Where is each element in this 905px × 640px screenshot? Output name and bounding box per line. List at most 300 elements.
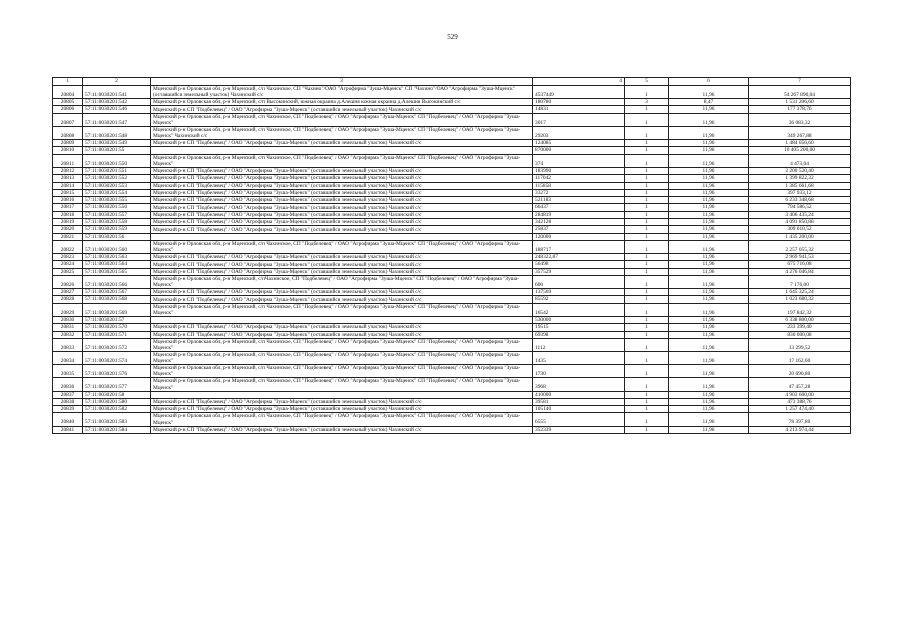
quantity: 1 [625, 126, 669, 139]
plot-area: 105140 [533, 406, 625, 413]
table-row [53, 226, 851, 233]
quantity: 1 [625, 233, 669, 240]
plot-area: 117042 [533, 175, 625, 182]
cadastral-number: 57:11:0030201:549 [83, 140, 151, 147]
row-number: 20826 [53, 275, 83, 288]
plot-description: Мценский р-н Орловская обл, р-н Мценский, с/п Чахинское, СП "Подбелевец" / ОАО "Агрофирма "Зуша-Мценск" СП "Подбелевец" / ОАО "Агрофирма "Зуша-Мценск" [151, 352, 533, 365]
row-number: 20839 [53, 406, 83, 413]
plot-area: 29203 [533, 126, 625, 139]
unit-price: 11,96 [669, 240, 749, 253]
row-number: 20840 [53, 413, 83, 426]
table-row [53, 240, 851, 253]
total-value: 4 091 850,88 [749, 219, 851, 226]
row-number: 20830 [53, 316, 83, 323]
plot-area: 357529 [533, 268, 625, 275]
plot-area: 6555 [533, 413, 625, 426]
cadastral-number: 57:11:0030201:571 [83, 331, 151, 338]
cadastral-number: 57:11:0030201:583 [83, 413, 151, 426]
table-row [53, 189, 851, 196]
unit-price: 11,96 [669, 338, 749, 351]
cadastral-number: 57:11:0030201:541 [83, 86, 151, 99]
plot-description: Мценский р-н СП "Подбелевец" / ОАО "Агрофирма "Зуша-Мценск" (оставшийся земельный участок) Чахинский с/с [151, 426, 533, 433]
plot-description: Мценский р-н Орловская обл, р-н Мценский, с/п Чахинское, СП "Подбелевец" / ОАО "Агрофирма "Зуша-Мценск" СП "Подбелевец" / ОАО "Агрофирма "Зуша-Мценск" [151, 413, 533, 426]
total-value: 1 531 206,60 [749, 99, 851, 106]
unit-price: 11,96 [669, 226, 749, 233]
unit-price: 11,96 [669, 86, 749, 99]
cadastral-number: 57:11:0030201:555 [83, 197, 151, 204]
total-value: 4 903 600,00 [749, 391, 851, 398]
quantity: 1 [625, 331, 669, 338]
total-value: 10 405 200,00 [749, 147, 851, 154]
unit-price: 11,96 [669, 316, 749, 323]
quantity: 1 [625, 175, 669, 182]
unit-price: 8,47 [669, 99, 749, 106]
plot-description: Мценский р-н СП "Подбелевец" / ОАО "Агрофирма "Зуша-Мценск" (оставшийся земельный участок) Чахинский с/с [151, 167, 533, 174]
total-value: 4 276 046,84 [749, 268, 851, 275]
unit-price: 11,96 [669, 296, 749, 303]
plot-area: 25837 [533, 226, 625, 233]
cadastral-number: 57:11:0030201:546 [83, 106, 151, 113]
row-number: 20825 [53, 268, 83, 275]
plot-description: Мценский р-н СП "Подбелевец" / ОАО "Агрофирма "Зуша-Мценск" (оставшийся земельный участок) Чахинский с/с [151, 175, 533, 182]
row-number: 20838 [53, 398, 83, 405]
quantity: 1 [625, 275, 669, 288]
row-number: 20809 [53, 140, 83, 147]
plot-area: 1112 [533, 338, 625, 351]
row-number: 20814 [53, 182, 83, 189]
quantity: 1 [625, 296, 669, 303]
total-value: 17 162,60 [749, 352, 851, 365]
table-row [53, 268, 851, 275]
total-value: 78 397,80 [749, 413, 851, 426]
row-number: 20806 [53, 106, 83, 113]
row-number: 20828 [53, 296, 83, 303]
unit-price: 11,96 [669, 331, 749, 338]
quantity: 1 [625, 211, 669, 218]
unit-price: 11,96 [669, 189, 749, 196]
table-row [53, 289, 851, 296]
plot-area: 137569 [533, 289, 625, 296]
table-header-row [53, 78, 851, 86]
row-number: 20824 [53, 261, 83, 268]
unit-price: 11,96 [669, 365, 749, 378]
plot-description: Мценский р-н СП "Подбелевец" / ОАО "Агрофирма "Зуша-Мценск" (оставшийся земельный участок) Чахинский с/с [151, 204, 533, 211]
plot-description: Мценский р-н Орловская обл, р-н Мценский, с/п Чахинское, СП "Подбелевец" / ОАО "Агрофирма "Зуша-Мценск" СП "Подбелевец" / ОАО "Агрофирма "Зуша-Мценск" [151, 303, 533, 316]
unit-price: 11,96 [669, 197, 749, 204]
row-number: 20807 [53, 113, 83, 126]
unit-price: 11,96 [669, 378, 749, 391]
plot-area: 1435 [533, 352, 625, 365]
cadastral-number: 57:11:0030201:58 [83, 391, 151, 398]
cadastral-number: 57:11:0030201:553 [83, 182, 151, 189]
quantity: 1 [625, 226, 669, 233]
quantity: 1 [625, 167, 669, 174]
cadastral-number: 57:11:0030201:56 [83, 233, 151, 240]
unit-price: 11,96 [669, 106, 749, 113]
row-number: 20816 [53, 197, 83, 204]
quantity: 1 [625, 254, 669, 261]
cadastral-number: 57:11:0030201:574 [83, 352, 151, 365]
row-number: 20812 [53, 167, 83, 174]
table-row [53, 219, 851, 226]
row-number: 20837 [53, 391, 83, 398]
plot-description: Мценский р-н СП "Подбелевец" / ОАО "Агрофирма "Зуша-Мценск" (оставшийся земельный участок) Чахинский с/с [151, 140, 533, 147]
unit-price: 11,96 [669, 261, 749, 268]
row-number: 20804 [53, 86, 83, 99]
table-row [53, 365, 851, 378]
row-number: 20815 [53, 189, 83, 196]
quantity: 1 [625, 289, 669, 296]
plot-area: 19515 [533, 324, 625, 331]
plot-area: 120000 [533, 233, 625, 240]
cadastral-number: 57:11:0030201:550 [83, 154, 151, 167]
plot-area: 3968 [533, 378, 625, 391]
total-value: 1 385 661,68 [749, 182, 851, 189]
row-number: 20810 [53, 147, 83, 154]
total-value: 6 233 348,68 [749, 197, 851, 204]
plot-area: 870000 [533, 147, 625, 154]
cadastral-number: 57:11:0030201:577 [83, 378, 151, 391]
cadastral-number: 57:11:0030201:558 [83, 219, 151, 226]
table-row [53, 197, 851, 204]
row-number: 20808 [53, 126, 83, 139]
total-value: 1 399 822,32 [749, 175, 851, 182]
plot-area: 410000 [533, 391, 625, 398]
table-row [53, 331, 851, 338]
total-value: 2 257 055,32 [749, 240, 851, 253]
table-row [53, 233, 851, 240]
table-row [53, 398, 851, 405]
plot-description: Мценский р-н СП "Подбелевец" / ОАО "Агрофирма "Зуша-Мценск" (оставшийся земельный участок) Чахинский с/с [151, 219, 533, 226]
unit-price: 11,96 [669, 154, 749, 167]
plot-area: 69398 [533, 331, 625, 338]
plot-description: Мценский р-н СП "Подбелевец" / ОАО "Агрофирма "Зуша-Мценск" (оставшийся земельный участок) Чахинский с/с [151, 406, 533, 413]
cadastral-number: 57:11:0030201:559 [83, 226, 151, 233]
table-row [53, 303, 851, 316]
plot-description: Мценский р-н Орловская обл, р-н Мценский, с/п Чахинское, СП "Подбелевец" / ОАО "Агрофирма "Зуша-Мценск" СП "Подбелевец" / ОАО "Агрофирма "Зуша-Мценск" [151, 365, 533, 378]
plot-area: 56498 [533, 261, 625, 268]
plot-description: Мценский р-н Орловская обл, р-н Мценский, с/п Чахинское, СП "Подбелевец" / ОАО "Агрофирма "Зуша-Мценск" СП "Подбелевец" / ОАО "Агрофирма "Зуша-Мценск" Чахинский с/с [151, 126, 533, 139]
total-value: 1 435 200,00 [749, 233, 851, 240]
plot-description: Мценский р-н Орловская обл, р-н Мценский, с/п Чахинское, СП "Подбелевец" / ОАО "Агрофирма "Зуша-Мценск" СП "Подбелевец" / ОАО "Агрофирма "Зуша-Мценск" [151, 154, 533, 167]
table-row [53, 167, 851, 174]
total-value: 349 267,88 [749, 126, 851, 139]
total-value: 7 176,00 [749, 275, 851, 288]
total-value: 47 457,28 [749, 378, 851, 391]
total-value: 1 257 474,40 [749, 406, 851, 413]
plot-area: 180780 [533, 99, 625, 106]
quantity: 1 [625, 268, 669, 275]
table-row [53, 106, 851, 113]
unit-price: 11,96 [669, 289, 749, 296]
unit-price: 11,96 [669, 167, 749, 174]
plot-area: 600 [533, 275, 625, 288]
plot-area: 374 [533, 154, 625, 167]
row-number: 20833 [53, 338, 83, 351]
plot-description: Мценский р-н Орловская обл, р-н Мценский, с/п Чахинское, СП "Подбелевец" / ОАО "Агрофирма "Зуша-Мценск" СП "Подбелевец" / ОАО "Агрофирма "Зуша-Мценск" [151, 338, 533, 351]
quantity: 1 [625, 140, 669, 147]
plot-area: 14831 [533, 106, 625, 113]
plot-area: 39581 [533, 398, 625, 405]
plot-description: Мценский р-н СП "Подбелевец" / ОАО "Агрофирма "Зуша-Мценск" (оставшийся земельный участок) Чахинский с/с [151, 197, 533, 204]
row-number: 20823 [53, 254, 83, 261]
quantity: 1 [625, 324, 669, 331]
total-value: 3 406 435,24 [749, 211, 851, 218]
plot-description: Мценский р-н СП "Подбелевец" / ОАО "Агрофирма "Зуша-Мценск" (оставшийся земельный участок) Чахинский с/с [151, 106, 533, 113]
table-row [53, 86, 851, 99]
table-row [53, 378, 851, 391]
unit-price: 11,96 [669, 219, 749, 226]
plot-area: 16542 [533, 303, 625, 316]
table-row [53, 406, 851, 413]
total-value: 4 213 974,44 [749, 426, 851, 433]
unit-price: 11,96 [669, 275, 749, 288]
plot-description: Мценский р-н Орловская обл, р-н Мценский, с/п Чахинское, СП "Чахино"/ОАО "Агрофирма "Зуша-Мценск" СП "Чахино"/ОАО "Агрофирма "Зуша-Мценск" (оставшийся земельный участок) Чахинский с/с [151, 86, 533, 99]
table-row [53, 182, 851, 189]
plot-area: 521183 [533, 197, 625, 204]
plot-description: Мценский р-н Орловская обл, р-н Мценский, с/п Высокинский, южная окраина д.Алешня южная окраина д.Алешня Высокинский с/с [151, 99, 533, 106]
quantity: 1 [625, 189, 669, 196]
plot-description: Мценский р-н СП "Подбелевец" / ОАО "Агрофирма "Зуша-Мценск" (оставшийся земельный участок) Чахинский с/с [151, 211, 533, 218]
cadastral-number: 57:11:0030201:554 [83, 189, 151, 196]
table-row [53, 391, 851, 398]
cadastral-number: 57:11:0030201:569 [83, 303, 151, 316]
plot-area: 183990 [533, 167, 625, 174]
plot-description: Мценский р-н Орловская обл, р-н Мценский, с/п Чахинское, СП "Подбелевец" / ОАО "Агрофирма "Зуша-Мценск" СП "Подбелевец" / ОАО "Агрофирма "Зуша-Мценск" [151, 240, 533, 253]
total-value: 54 267 890,04 [749, 86, 851, 99]
table-row [53, 261, 851, 268]
cadastral-number: 57:11:0030201:55 [83, 147, 151, 154]
quantity: 1 [625, 378, 669, 391]
plot-area: 85592 [533, 296, 625, 303]
plot-description: Мценский р-н Орловская обл, р-н Мценский, с/п Чахинское, СП "Подбелевец" / ОАО "Агрофирма "Зуша-Мценск" СП "Подбелевец" / ОАО "Агрофирма "Зуша-Мценск" [151, 113, 533, 126]
total-value: 1 023 680,32 [749, 296, 851, 303]
plot-area: 33272 [533, 189, 625, 196]
row-number: 20831 [53, 324, 83, 331]
plot-description [151, 147, 533, 154]
cadastral-number: 57:11:0030201:547 [83, 113, 151, 126]
table-row [53, 147, 851, 154]
table-row [53, 254, 851, 261]
plot-description [151, 316, 533, 323]
table-row [53, 113, 851, 126]
plot-area: 284819 [533, 211, 625, 218]
cadastral-number: 57:11:0030201:565 [83, 268, 151, 275]
quantity: 1 [625, 182, 669, 189]
quantity: 3 [625, 99, 669, 106]
table-row [53, 296, 851, 303]
unit-price: 11,96 [669, 413, 749, 426]
plot-area: 188717 [533, 240, 625, 253]
table-row [53, 99, 851, 106]
cadastral-number: 57:11:0030201:551 [83, 167, 151, 174]
quantity: 1 [625, 316, 669, 323]
plot-description: Мценский р-н СП "Подбелевец" / ОАО "Агрофирма "Зуша-Мценск" (оставшийся земельный участок) Чахинский с/с [151, 289, 533, 296]
plot-area: 342128 [533, 219, 625, 226]
total-value: 4 473,04 [749, 154, 851, 167]
table-row [53, 275, 851, 288]
quantity: 1 [625, 365, 669, 378]
total-value: 830 000,08 [749, 331, 851, 338]
row-number: 20805 [53, 99, 83, 106]
row-number: 20832 [53, 331, 83, 338]
column-header: 6 [669, 78, 749, 86]
row-number: 20841 [53, 426, 83, 433]
row-number: 20835 [53, 365, 83, 378]
unit-price: 11,96 [669, 211, 749, 218]
total-value: 20 690,80 [749, 365, 851, 378]
quantity: 1 [625, 86, 669, 99]
column-header: 4 [533, 78, 625, 86]
total-value: 2 200 520,40 [749, 167, 851, 174]
cadastral-number: 57:11:0030201:563 [83, 254, 151, 261]
total-value: 473 388,76 [749, 398, 851, 405]
unit-price: 11,96 [669, 426, 749, 433]
plot-description: Мценский р-н СП "Подбелевец" / ОАО "Агрофирма "Зуша-Мценск" (оставшийся земельный участок) Чахинский с/с [151, 331, 533, 338]
plot-area: 124085 [533, 140, 625, 147]
cadastral-number: 57:11:0030201:560 [83, 240, 151, 253]
plot-area: 3017 [533, 113, 625, 126]
cadastral-number: 57:11:0030201:584 [83, 426, 151, 433]
cadastral-number: 57:11:0030201:572 [83, 338, 151, 351]
total-value: 6 338 800,00 [749, 316, 851, 323]
quantity: 1 [625, 413, 669, 426]
plot-area: 4537449 [533, 86, 625, 99]
plot-description: Мценский р-н СП "Подбелевец" / ОАО "Агрофирма "Зуша-Мценск" (оставшийся земельный участок) Чахинский с/с [151, 189, 533, 196]
row-number: 20834 [53, 352, 83, 365]
cadastral-number: 57:11:0030201:552 [83, 175, 151, 182]
quantity: 1 [625, 303, 669, 316]
row-number: 20822 [53, 240, 83, 253]
quantity: 1 [625, 406, 669, 413]
total-value: 794 586,52 [749, 204, 851, 211]
table-row [53, 324, 851, 331]
quantity: 1 [625, 426, 669, 433]
column-header: 3 [151, 78, 533, 86]
plot-description: Мценский р-н СП "Подбелевец" / ОАО "Агрофирма "Зуша-Мценск" (оставшийся земельный участок) Чахинский с/с [151, 398, 533, 405]
plot-description: Мценский р-н СП "Подбелевец" / ОАО "Агрофирма "Зуша-Мценск" (оставшийся земельный участок) Чахинский с/с [151, 296, 533, 303]
unit-price: 11,96 [669, 113, 749, 126]
plot-area: 1730 [533, 365, 625, 378]
row-number: 20827 [53, 289, 83, 296]
total-value: 13 299,52 [749, 338, 851, 351]
cadastral-number: 57:11:0030201:567 [83, 289, 151, 296]
table-row [53, 338, 851, 351]
plot-area: 530000 [533, 316, 625, 323]
unit-price: 11,96 [669, 175, 749, 182]
table-row [53, 204, 851, 211]
plot-description: Мценский р-н Орловская обл, р-н Мценский, с/п Чахинское, СП "Подбелевец" / ОАО "Агрофирма "Зуша-Мценск" СП "Подбелевец" / ОАО "Агрофирма "Зуша-Мценск" [151, 378, 533, 391]
unit-price: 11,96 [669, 147, 749, 154]
cadastral-number: 57:11:0030201:582 [83, 406, 151, 413]
quantity: 1 [625, 147, 669, 154]
table-row [53, 126, 851, 139]
plot-description: Мценский р-н СП "Подбелевец" / ОАО "Агрофирма "Зуша-Мценск" (оставшийся земельный участок) Чахинский с/с [151, 324, 533, 331]
cadastral-number: 57:11:0030201:57 [83, 316, 151, 323]
plot-area: 352339 [533, 426, 625, 433]
table-row [53, 316, 851, 323]
row-number: 20820 [53, 226, 83, 233]
quantity: 1 [625, 352, 669, 365]
table-row [53, 211, 851, 218]
row-number: 20813 [53, 175, 83, 182]
quantity: 1 [625, 398, 669, 405]
plot-description [151, 391, 533, 398]
unit-price: 11,96 [669, 303, 749, 316]
cadastral-number: 57:11:0030201:568 [83, 296, 151, 303]
quantity: 1 [625, 391, 669, 398]
unit-price: 11,96 [669, 406, 749, 413]
unit-price: 11,96 [669, 268, 749, 275]
table-row [53, 140, 851, 147]
total-value: 309 010,52 [749, 226, 851, 233]
cadastral-number: 57:11:0030201:556 [83, 204, 151, 211]
plot-description: Мценский р-н СП "Подбелевец" / ОАО "Агрофирма "Зуша-Мценск" (оставшийся земельный участок) Чахинский с/с [151, 268, 533, 275]
total-value: 2 969 941,53 [749, 254, 851, 261]
cadastral-number: 57:11:0030201:580 [83, 398, 151, 405]
column-header: 2 [83, 78, 151, 86]
row-number: 20836 [53, 378, 83, 391]
unit-price: 11,96 [669, 233, 749, 240]
unit-price: 11,96 [669, 391, 749, 398]
row-number: 20821 [53, 233, 83, 240]
quantity: 1 [625, 261, 669, 268]
table-row [53, 175, 851, 182]
total-value: 675 716,08 [749, 261, 851, 268]
unit-price: 11,96 [669, 140, 749, 147]
cadastral-number: 57:11:0030201:557 [83, 211, 151, 218]
cadastral-number: 57:11:0030201:576 [83, 365, 151, 378]
unit-price: 11,96 [669, 204, 749, 211]
table-row [53, 413, 851, 426]
plot-area: 115858 [533, 182, 625, 189]
total-value: 397 933,12 [749, 189, 851, 196]
plot-description: Мценский р-н Орловская обл, р-н Мценский, с/пЧахинское, СП "Подбелевец" / ОАО "Агрофирма "Зуша-Мценск" СП "Подбелевец" / ОАО "Агрофирма "Зуша-Мценск" [151, 275, 533, 288]
plot-description: Мценский р-н СП "Подбелевец" / ОАО "Агрофирма "Зуша-Мценск" (оставшийся земельный участок) Чахинский с/с [151, 182, 533, 189]
unit-price: 11,96 [669, 352, 749, 365]
column-header: 1 [53, 78, 83, 86]
cadastral-number: 57:11:0030201:570 [83, 324, 151, 331]
column-header: 5 [625, 78, 669, 86]
total-value: 233 399,40 [749, 324, 851, 331]
quantity: 1 [625, 106, 669, 113]
quantity: 1 [625, 338, 669, 351]
cadastral-number: 57:11:0030201:566 [83, 275, 151, 288]
table-row [53, 426, 851, 433]
unit-price: 11,96 [669, 182, 749, 189]
plot-description: Мценский р-н СП "Подбелевец" / ОАО "Агрофирма "Зуша-Мценск" (оставшийся земельный участок) Чахинский с/с [151, 261, 533, 268]
cadastral-number: 57:11:0030201:548 [83, 126, 151, 139]
row-number: 20811 [53, 154, 83, 167]
row-number: 20819 [53, 219, 83, 226]
row-number: 20829 [53, 303, 83, 316]
cadastral-number: 57:11:0030201:564 [83, 261, 151, 268]
quantity: 1 [625, 197, 669, 204]
quantity: 1 [625, 154, 669, 167]
table-row [53, 352, 851, 365]
total-value: 36 083,32 [749, 113, 851, 126]
unit-price: 11,96 [669, 254, 749, 261]
total-value: 177 378,76 [749, 106, 851, 113]
plot-area: 248322,87 [533, 254, 625, 261]
quantity: 1 [625, 204, 669, 211]
quantity: 1 [625, 113, 669, 126]
plot-area: 66437 [533, 204, 625, 211]
cadastral-number: 57:11:0030201:542 [83, 99, 151, 106]
quantity: 1 [625, 219, 669, 226]
plot-description [151, 233, 533, 240]
row-number: 20818 [53, 211, 83, 218]
